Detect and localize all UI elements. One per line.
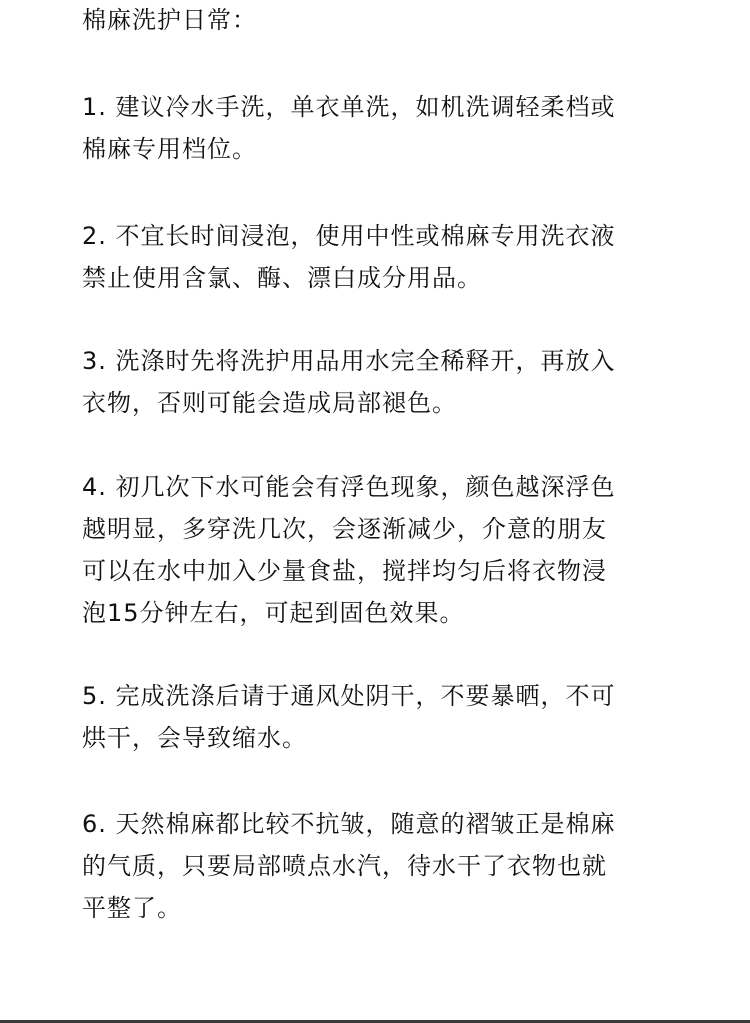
care-item-line: 的气质，只要局部喷点水汽，待水干了衣物也就: [82, 852, 607, 880]
care-item-line: 衣物，否则可能会造成局部褪色。: [82, 389, 457, 417]
care-item-6: [82, 803, 616, 929]
care-item-3: [82, 340, 616, 424]
care-item-line: 越明显，多穿洗几次，会逐渐减少，介意的朋友: [82, 515, 607, 543]
care-item-line: 1. 建议冷水手洗，单衣单洗，如机洗调轻柔档或: [82, 93, 616, 121]
care-item-4: [82, 466, 616, 634]
care-instructions-document: [82, 0, 667, 922]
care-item-line: 平整了。: [82, 894, 182, 922]
care-item-line: 6. 天然棉麻都比较不抗皱，随意的褶皱正是棉麻: [82, 810, 616, 838]
care-item-2: [82, 215, 616, 299]
care-item-line: 4. 初几次下水可能会有浮色现象，颜色越深浮色: [82, 473, 616, 501]
care-item-line: 可以在水中加入少量食盐，搅拌均匀后将衣物浸: [82, 557, 607, 585]
care-item-line: 3. 洗涤时先将洗护用品用水完全稀释开，再放入: [82, 347, 616, 375]
document-heading: 棉麻洗护日常：: [82, 6, 257, 34]
care-item-line: 棉麻专用档位。: [82, 135, 257, 163]
care-item-1: [82, 86, 616, 170]
care-item-line: 泡15分钟左右，可起到固色效果。: [82, 599, 465, 627]
care-item-line: 禁止使用含氯、酶、漂白成分用品。: [82, 264, 482, 292]
care-item-5: [82, 675, 616, 759]
care-item-line: 2. 不宜长时间浸泡，使用中性或棉麻专用洗衣液: [82, 222, 616, 250]
care-item-line: 烘干，会导致缩水。: [82, 724, 307, 752]
care-item-line: 5. 完成洗涤后请于通风处阴干，不要暴晒，不可: [82, 682, 616, 710]
